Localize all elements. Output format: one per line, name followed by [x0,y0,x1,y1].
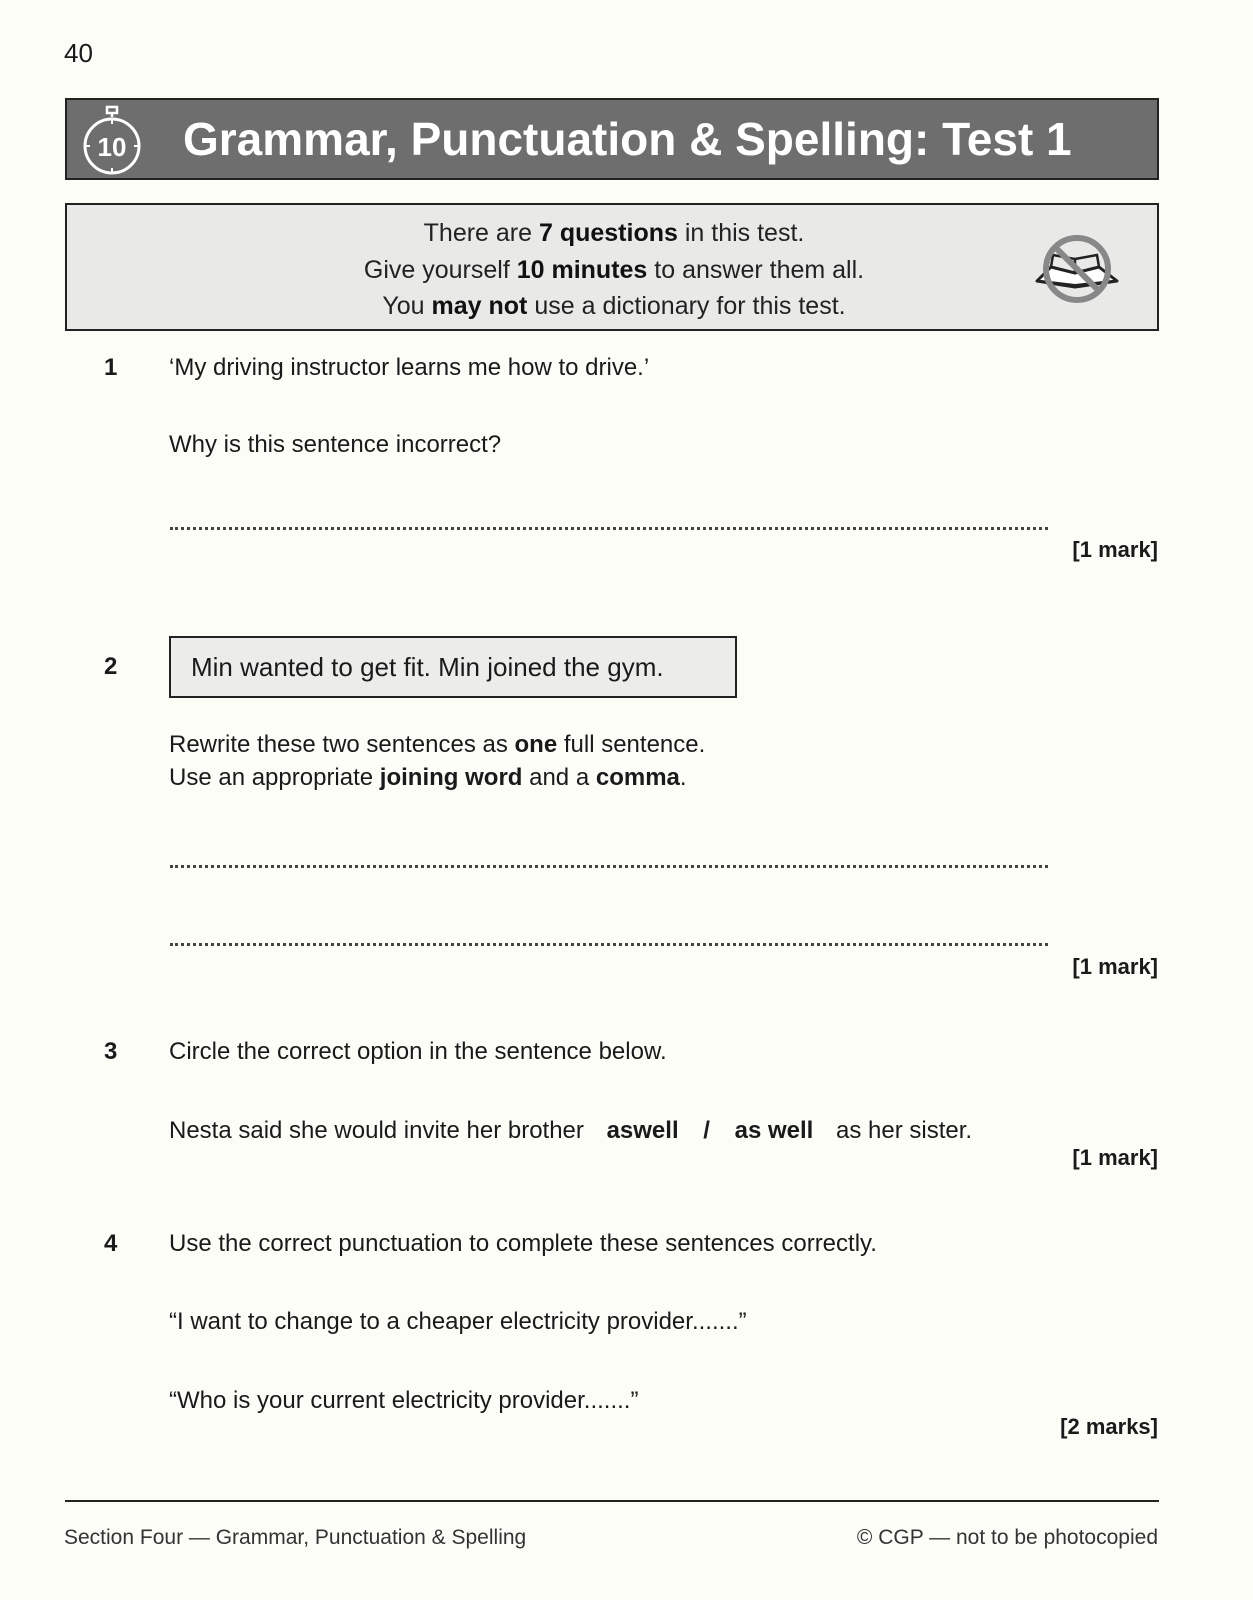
instructions-text: There are 7 questions in this test. Give yourself 10 minutes to answer them all. You may not use a dictionary for this test. [363,219,865,320]
question-number: 2 [104,653,118,680]
footer-copyright: © CGP — not to be photocopied [856,1526,1158,1549]
mark-label: [2 marks] [1060,1414,1158,1439]
title-bar [65,98,1159,180]
question-4-prompt: Use the correct punctuation to complete these sentences correctly. [169,1230,877,1257]
mark-label: [1 mark] [1072,1145,1158,1170]
question-3-sentence: Nesta said she would invite her brother aswell / as well as her sister. [169,1117,973,1144]
answer-line-q2-1[interactable] [170,865,1048,868]
question-3-prompt: Circle the correct option in the sentence below. [169,1038,667,1065]
option-as-well[interactable]: as well [734,1117,814,1144]
page-title: Grammar, Punctuation & Spelling: Test 1 [183,113,1072,165]
answer-line-q2-2[interactable] [170,943,1048,946]
question-4-sentence-2[interactable]: “Who is your current electricity provider.......” [169,1387,639,1414]
question-number: 4 [104,1230,118,1257]
option-separator: / [703,1117,710,1144]
question-2-sentence-box [169,636,737,698]
question-number: 3 [104,1038,118,1065]
mark-label: [1 mark] [1072,537,1158,562]
footer-divider [65,1500,1159,1502]
question-1-prompt: Why is this sentence incorrect? [169,431,502,458]
footer-section: Section Four — Grammar, Punctuation & Spelling [64,1526,527,1549]
instructions-box [65,203,1159,331]
no-dictionary-icon [1029,229,1125,309]
mark-label: [1 mark] [1072,954,1158,979]
question-1-quote: ‘My driving instructor learns me how to drive.’ [169,354,650,381]
timer-minutes: 10 [97,132,127,162]
option-aswell[interactable]: aswell [606,1117,679,1144]
question-number: 1 [104,354,118,381]
question-4-sentence-1[interactable]: “I want to change to a cheaper electricity provider.......” [169,1308,747,1335]
question-2-sentences: Min wanted to get fit. Min joined the gym. [191,652,664,682]
question-2-instruction-1: Rewrite these two sentences as one full sentence. [169,731,706,758]
page-number: 40 [64,38,93,68]
stopwatch-icon [79,104,145,176]
question-2-instruction-2: Use an appropriate joining word and a comma. [169,764,687,791]
answer-line-q1[interactable] [170,527,1048,530]
